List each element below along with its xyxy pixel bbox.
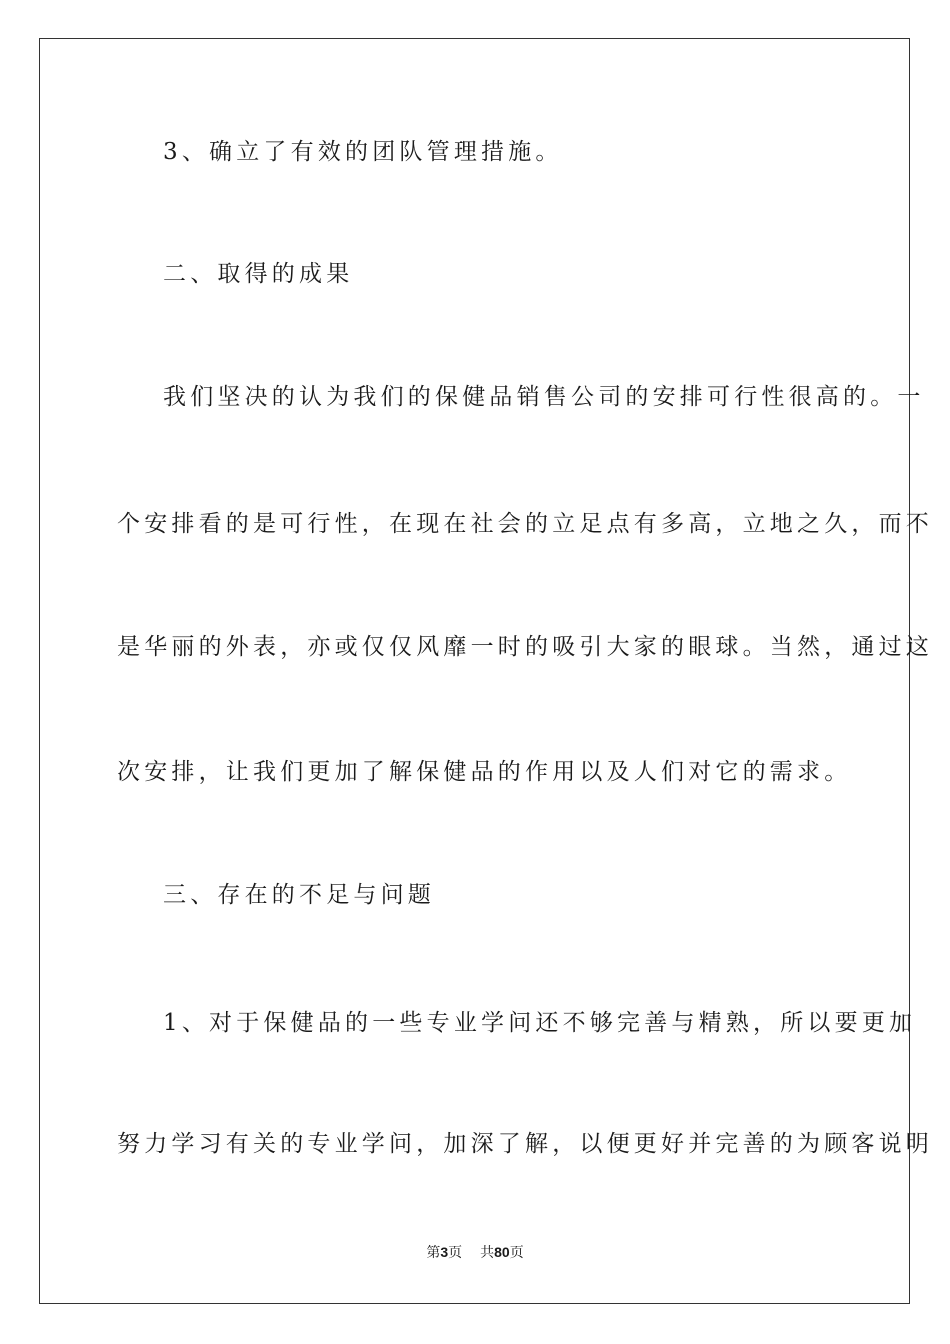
- paragraph-line: 努力学习有关的专业学问，加深了解，以便更好并完善的为顾客说明: [117, 1131, 933, 1157]
- paragraph-line: 次安排，让我们更加了解保健品的作用以及人们对它的需求。: [117, 759, 852, 785]
- section-heading-2: 二、取得的成果: [163, 261, 354, 287]
- paragraph-line: 个安排看的是可行性，在现在社会的立足点有多高，立地之久，而不: [117, 511, 933, 537]
- page-suffix: 页: [448, 1245, 463, 1261]
- paragraph-line: 我们坚决的认为我们的保健品销售公司的安排可行性很高的。一: [163, 384, 925, 410]
- total-pages: 80: [494, 1244, 510, 1260]
- paragraph-line: 是华丽的外表，亦或仅仅风靡一时的吸引大家的眼球。当然，通过这: [117, 634, 933, 660]
- page-footer: [0, 1242, 950, 1263]
- section-heading-3: 三、存在的不足与问题: [163, 882, 435, 908]
- list-item-1: 1、对于保健品的一些专业学问还不够完善与精熟，所以要更加: [163, 1010, 917, 1036]
- page-number: 3: [440, 1244, 449, 1260]
- total-suffix: 页: [509, 1245, 524, 1261]
- list-item-3: 3、确立了有效的团队管理措施。: [163, 139, 563, 165]
- total-prefix: 共: [480, 1245, 495, 1261]
- page-prefix: 第: [426, 1245, 441, 1261]
- page-border: [39, 38, 933, 1304]
